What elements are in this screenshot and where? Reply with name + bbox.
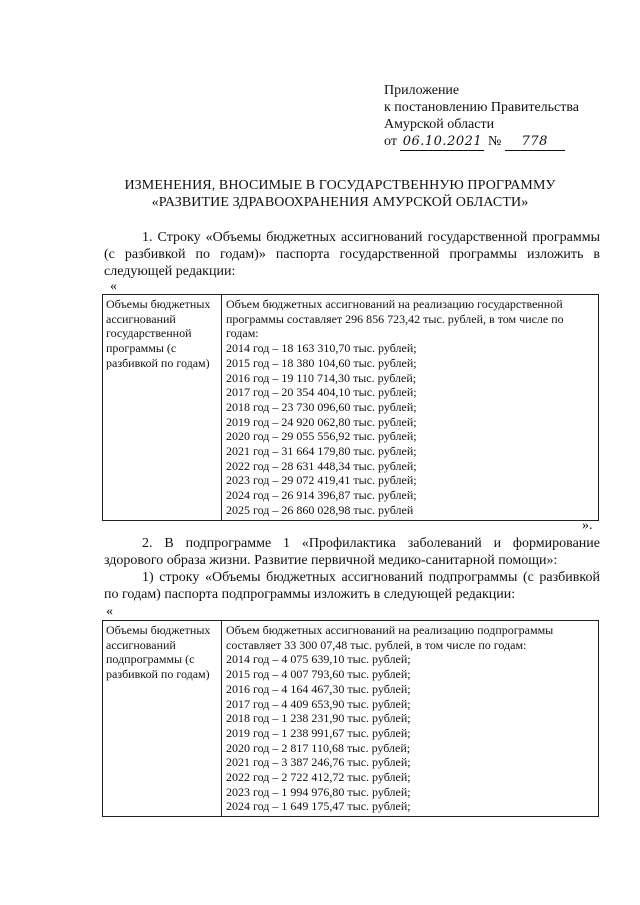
section-2-open-quote: « bbox=[106, 604, 113, 619]
appendix-date-line bbox=[384, 133, 579, 151]
title-line-1: ИЗМЕНЕНИЯ, ВНОСИМЫЕ В ГОСУДАРСТВЕННУЮ ПРОГРАММУ bbox=[124, 178, 556, 193]
appendix-line-2: к постановлению Правительства bbox=[384, 100, 580, 115]
year-amount-line: 2024 год – 1 649 175,47 тыс. рублей; bbox=[226, 799, 411, 814]
section-1-close-quote: ». bbox=[582, 518, 593, 533]
year-amount-line: 2021 год – 31 664 179,80 тыс. рублей; bbox=[226, 444, 417, 459]
year-amount-line: 2014 год – 4 075 639,10 тыс. рублей; bbox=[226, 652, 411, 667]
appendix-line-1: Приложение bbox=[384, 83, 460, 98]
year-list bbox=[226, 341, 595, 517]
table-value-cell bbox=[222, 621, 599, 817]
document-title bbox=[80, 177, 600, 211]
table-row bbox=[103, 621, 599, 817]
handwritten-date: 06.10.2021 bbox=[400, 133, 484, 151]
handwritten-number: 778 bbox=[505, 133, 565, 151]
year-amount-line: 2016 год – 4 164 467,30 тыс. рублей; bbox=[226, 681, 411, 696]
year-amount-line: 2014 год – 18 163 310,70 тыс. рублей; bbox=[226, 341, 417, 356]
table-value-cell bbox=[222, 295, 599, 521]
year-list bbox=[226, 652, 595, 814]
year-amount-line: 2023 год – 1 994 976,80 тыс. рублей; bbox=[226, 784, 411, 799]
year-amount-line: 2015 год – 4 007 793,60 тыс. рублей; bbox=[226, 667, 411, 682]
year-amount-line: 2025 год – 26 860 028,98 тыс. рублей bbox=[226, 502, 414, 517]
appendix-block bbox=[384, 82, 579, 151]
year-amount-line: 2018 год – 23 730 096,60 тыс. рублей; bbox=[226, 399, 417, 414]
year-amount-line: 2017 год – 20 354 404,10 тыс. рублей; bbox=[226, 385, 417, 400]
year-amount-line: 2017 год – 4 409 653,90 тыс. рублей; bbox=[226, 696, 411, 711]
year-amount-line: 2022 год – 28 631 448,34 тыс. рублей; bbox=[226, 458, 417, 473]
table-label-cell: Объемы бюджетных ассигнований подпрограммы (с разбивкой по годам) bbox=[103, 621, 222, 817]
year-amount-line: 2016 год – 19 110 714,30 тыс. рублей; bbox=[226, 370, 417, 385]
year-amount-line: 2019 год – 1 238 991,67 тыс. рублей; bbox=[226, 725, 411, 740]
program-funding-table bbox=[102, 294, 599, 521]
year-amount-line: 2018 год – 1 238 231,90 тыс. рублей; bbox=[226, 711, 411, 726]
year-amount-line: 2023 год – 29 072 419,41 тыс. рублей; bbox=[226, 473, 417, 488]
section-1-open-quote: « bbox=[110, 279, 117, 294]
title-line-2: «РАЗВИТИЕ ЗДРАВООХРАНЕНИЯ АМУРСКОЙ ОБЛАСТИ» bbox=[151, 195, 529, 210]
year-amount-line: 2019 год – 24 920 062,80 тыс. рублей; bbox=[226, 414, 417, 429]
year-amount-line: 2020 год – 29 055 556,92 тыс. рублей; bbox=[226, 429, 417, 444]
funding-intro: Объем бюджетных ассигнований на реализацию государственной программы составляет 296 856 723,42 тыс. рублей, в том числе по годам: bbox=[226, 297, 564, 341]
section-1-text: 1. Строку «Объемы бюджетных ассигнований государственной программы (с разбивкой по годам)» паспорта государственной программы изложить в следующей редакции: bbox=[104, 230, 600, 279]
year-amount-line: 2020 год – 2 817 110,68 тыс. рублей; bbox=[226, 740, 411, 755]
table-label-cell: Объемы бюджетных ассигнований государственной программы (с разбивкой по годам) bbox=[103, 295, 222, 521]
appendix-line-3: Амурской области bbox=[384, 117, 495, 132]
table-row bbox=[103, 295, 599, 521]
year-amount-line: 2024 год – 26 914 396,87 тыс. рублей; bbox=[226, 488, 417, 503]
year-amount-line: 2015 год – 18 380 104,60 тыс. рублей; bbox=[226, 355, 417, 370]
section-2-text: 2. В подпрограмме 1 «Профилактика заболеваний и формирование здорового образа жизни. Развитие первичной медико-санитарной помощи»: bbox=[104, 536, 600, 568]
subprogram-funding-table bbox=[102, 620, 599, 817]
year-amount-line: 2022 год – 2 722 412,72 тыс. рублей; bbox=[226, 770, 411, 785]
from-label: от bbox=[384, 134, 397, 149]
number-label: № bbox=[487, 134, 502, 149]
year-amount-line: 2021 год – 3 387 246,76 тыс. рублей; bbox=[226, 755, 411, 770]
section-2-subitem-1: 1) строку «Объемы бюджетных ассигнований подпрограммы (с разбивкой по годам) паспорта подпрограммы изложить в следующей редакции: bbox=[104, 570, 600, 602]
funding-intro: Объем бюджетных ассигнований на реализацию подпрограммы составляет 33 300 07,48 тыс. рублей, в том числе по годам: bbox=[226, 623, 554, 652]
